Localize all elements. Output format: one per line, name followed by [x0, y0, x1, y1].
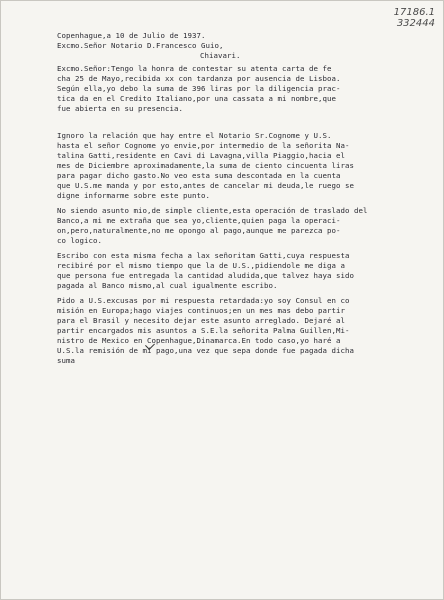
- letter-line: Escribo con esta misma fecha a lax señoritam Gatti,cuya respuesta: [57, 251, 350, 260]
- letter-line: talina Gatti,residente en Cavi di Lavagna,villa Piaggio,hacia el: [57, 151, 345, 160]
- letter-line: para el Brasil y necesito dejar este asunto arreglado. Dejaré al: [57, 316, 345, 325]
- archive-ref-line: 332444: [396, 18, 435, 29]
- letter-line: suma: [57, 356, 75, 365]
- letter-line: U.S.la remisión de mi pago,una vez que sepa donde fue pagada dicha: [57, 346, 354, 355]
- letter-line: on,pero,naturalmente,no me opongo al pago,aunque me parezca po-: [57, 226, 341, 235]
- letter-line: mes de Diciembre aproximadamente,la suma de ciento cincuenta liras: [57, 161, 354, 170]
- letter-line: Excmo.Señor:Tengo la honra de contestar su atenta carta de fe: [57, 64, 332, 73]
- archive-ref-line: 17186.1: [393, 7, 435, 18]
- letter-line: Banco,a mi me extraña que sea yo,cliente,quien paga la operaci-: [57, 216, 341, 225]
- letter-line: Copenhague,a 10 de Julio de 1937.: [57, 31, 206, 40]
- letter-line: cha 25 de Mayo,recibida xx con tardanza por ausencia de Lisboa.: [57, 74, 341, 83]
- letter-line: Pido a U.S.excusas por mi respuesta retardada:yo soy Consul en co: [57, 296, 350, 305]
- letter-line: que persona fue entregada la cantidad aludida,que talvez haya sido: [57, 271, 354, 280]
- letter-line: fue abierta en su presencia.: [57, 104, 183, 113]
- letter-line: No siendo asunto mio,de simple cliente,esta operación de traslado del: [57, 206, 368, 215]
- letter-line: partir encargados mis asuntos a S.E.la señorita Palma Guillen,Mi-: [57, 326, 350, 335]
- letter-line: recibiré por el mismo tiempo que la de U.S.,pidiendole me diga a: [57, 261, 345, 270]
- letter-line: tica da en el Credito Italiano,por una cassata a mi nombre,que: [57, 94, 336, 103]
- letter-line: para pagar dicho gasto.No veo esta suma descontada en la cuenta: [57, 171, 341, 180]
- letter-line: digne informarme sobre este punto.: [57, 191, 210, 200]
- letter-line: nistro de Mexico en Copenhague,Dinamarca.En todo caso,yo haré a: [57, 336, 341, 345]
- letter-line: pagada al Banco mismo,al cual igualmente escribo.: [57, 281, 278, 290]
- letter-line: Excmo.Señor Notario D.Francesco Guio,: [57, 41, 224, 50]
- letter-line: co logico.: [57, 236, 102, 245]
- letter-line: hasta el señor Cognome yo envie,por intermedio de la señorita Na-: [57, 141, 350, 150]
- letter-line: Ignoro la relación que hay entre el Notario Sr.Cognome y U.S.: [57, 131, 332, 140]
- letter-line: Chiavari.: [200, 51, 241, 60]
- letter-line: misión en Europa;hago viajes continuos;en un mes mas debo partir: [57, 306, 345, 315]
- letter-line: que U.S.me manda y por esto,antes de cancelar mi deuda,le ruego se: [57, 181, 354, 190]
- letter-line: Según ella,yo debo la suma de 396 liras por la diligencia prac-: [57, 84, 341, 93]
- letter-body: [1, 1, 444, 600]
